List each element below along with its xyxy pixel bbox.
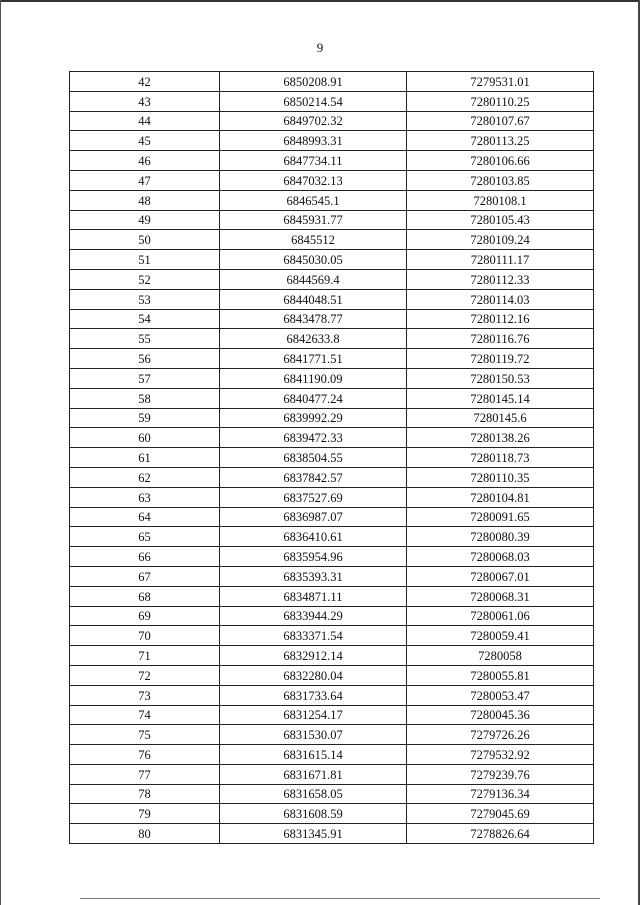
y-coordinate-cell: 7280112.33 (407, 269, 594, 289)
table-row (70, 824, 594, 844)
x-coordinate-cell: 6833371.54 (220, 626, 407, 646)
x-coordinate-cell: 6831530.07 (220, 725, 407, 745)
y-coordinate-cell: 7280116.76 (407, 329, 594, 349)
y-coordinate-cell: 7279045.69 (407, 804, 594, 824)
point-number-cell: 56 (70, 349, 220, 369)
point-number-cell: 59 (70, 408, 220, 428)
x-coordinate-cell: 6847032.13 (220, 170, 407, 190)
point-number-cell: 77 (70, 764, 220, 784)
table-row (70, 349, 594, 369)
y-coordinate-cell: 7280068.31 (407, 586, 594, 606)
y-coordinate-cell: 7280108.1 (407, 190, 594, 210)
x-coordinate-cell: 6842633.8 (220, 329, 407, 349)
point-number-cell: 51 (70, 250, 220, 270)
y-coordinate-cell: 7280091.65 (407, 507, 594, 527)
table-row (70, 448, 594, 468)
x-coordinate-cell: 6836410.61 (220, 527, 407, 547)
x-coordinate-cell: 6848993.31 (220, 131, 407, 151)
y-coordinate-cell: 7280055.81 (407, 665, 594, 685)
table-row (70, 764, 594, 784)
table-row (70, 804, 594, 824)
y-coordinate-cell: 7280059.41 (407, 626, 594, 646)
point-number-cell: 48 (70, 190, 220, 210)
point-number-cell: 65 (70, 527, 220, 547)
point-number-cell: 66 (70, 547, 220, 567)
y-coordinate-cell: 7280058 (407, 646, 594, 666)
point-number-cell: 80 (70, 824, 220, 844)
y-coordinate-cell: 7280110.25 (407, 91, 594, 111)
point-number-cell: 68 (70, 586, 220, 606)
point-number-cell: 76 (70, 745, 220, 765)
table-row (70, 705, 594, 725)
scan-edge-top (0, 0, 640, 2)
point-number-cell: 55 (70, 329, 220, 349)
point-number-cell: 75 (70, 725, 220, 745)
y-coordinate-cell: 7280145.14 (407, 388, 594, 408)
x-coordinate-cell: 6839992.29 (220, 408, 407, 428)
x-coordinate-cell: 6831345.91 (220, 824, 407, 844)
x-coordinate-cell: 6834871.11 (220, 586, 407, 606)
point-number-cell: 70 (70, 626, 220, 646)
x-coordinate-cell: 6845931.77 (220, 210, 407, 230)
x-coordinate-cell: 6831733.64 (220, 685, 407, 705)
x-coordinate-cell: 6837842.57 (220, 467, 407, 487)
table-row (70, 111, 594, 131)
x-coordinate-cell: 6835393.31 (220, 566, 407, 586)
point-number-cell: 62 (70, 467, 220, 487)
x-coordinate-cell: 6831671.81 (220, 764, 407, 784)
y-coordinate-cell: 7280118.73 (407, 448, 594, 468)
point-number-cell: 67 (70, 566, 220, 586)
table-row (70, 289, 594, 309)
x-coordinate-cell: 6841771.51 (220, 349, 407, 369)
y-coordinate-cell: 7280068.03 (407, 547, 594, 567)
x-coordinate-cell: 6832912.14 (220, 646, 407, 666)
point-number-cell: 46 (70, 151, 220, 171)
x-coordinate-cell: 6850214.54 (220, 91, 407, 111)
y-coordinate-cell: 7280104.81 (407, 487, 594, 507)
point-number-cell: 52 (70, 269, 220, 289)
table-row (70, 250, 594, 270)
y-coordinate-cell: 7278826.64 (407, 824, 594, 844)
x-coordinate-cell: 6836987.07 (220, 507, 407, 527)
table-row (70, 725, 594, 745)
y-coordinate-cell: 7280119.72 (407, 349, 594, 369)
y-coordinate-cell: 7280045.36 (407, 705, 594, 725)
table-row (70, 131, 594, 151)
y-coordinate-cell: 7279531.01 (407, 72, 594, 92)
y-coordinate-cell: 7280061.06 (407, 606, 594, 626)
x-coordinate-cell: 6844569.4 (220, 269, 407, 289)
x-coordinate-cell: 6840477.24 (220, 388, 407, 408)
y-coordinate-cell: 7280109.24 (407, 230, 594, 250)
point-number-cell: 72 (70, 665, 220, 685)
x-coordinate-cell: 6831658.05 (220, 784, 407, 804)
point-number-cell: 58 (70, 388, 220, 408)
table-row (70, 685, 594, 705)
x-coordinate-cell: 6832280.04 (220, 665, 407, 685)
point-number-cell: 57 (70, 368, 220, 388)
table-row (70, 408, 594, 428)
page-number: 9 (316, 40, 324, 55)
y-coordinate-cell: 7280113.25 (407, 131, 594, 151)
table-row (70, 626, 594, 646)
y-coordinate-cell: 7280150.53 (407, 368, 594, 388)
table-row (70, 527, 594, 547)
table-row (70, 665, 594, 685)
table-row (70, 269, 594, 289)
table-row (70, 190, 594, 210)
point-number-cell: 54 (70, 309, 220, 329)
y-coordinate-cell: 7280112.16 (407, 309, 594, 329)
y-coordinate-cell: 7279136.34 (407, 784, 594, 804)
point-number-cell: 69 (70, 606, 220, 626)
y-coordinate-cell: 7280103.85 (407, 170, 594, 190)
y-coordinate-cell: 7280053.47 (407, 685, 594, 705)
point-number-cell: 43 (70, 91, 220, 111)
table-row (70, 72, 594, 92)
x-coordinate-cell: 6844048.51 (220, 289, 407, 309)
table-row (70, 151, 594, 171)
x-coordinate-cell: 6845030.05 (220, 250, 407, 270)
table-row (70, 606, 594, 626)
x-coordinate-cell: 6835954.96 (220, 547, 407, 567)
y-coordinate-cell: 7280110.35 (407, 467, 594, 487)
table-row (70, 507, 594, 527)
point-number-cell: 53 (70, 289, 220, 309)
table-row (70, 566, 594, 586)
scan-edge-left (0, 0, 1, 905)
point-number-cell: 45 (70, 131, 220, 151)
table-row (70, 368, 594, 388)
table-row (70, 230, 594, 250)
point-number-cell: 44 (70, 111, 220, 131)
table-row (70, 646, 594, 666)
x-coordinate-cell: 6841190.09 (220, 368, 407, 388)
point-number-cell: 74 (70, 705, 220, 725)
y-coordinate-cell: 7279239.76 (407, 764, 594, 784)
x-coordinate-cell: 6850208.91 (220, 72, 407, 92)
table-row (70, 170, 594, 190)
x-coordinate-cell: 6843478.77 (220, 309, 407, 329)
point-number-cell: 49 (70, 210, 220, 230)
x-coordinate-cell: 6831615.14 (220, 745, 407, 765)
x-coordinate-cell: 6847734.11 (220, 151, 407, 171)
table-row (70, 428, 594, 448)
table-row (70, 467, 594, 487)
point-number-cell: 60 (70, 428, 220, 448)
x-coordinate-cell: 6838504.55 (220, 448, 407, 468)
y-coordinate-cell: 7280111.17 (407, 250, 594, 270)
table-row (70, 329, 594, 349)
table-row (70, 745, 594, 765)
x-coordinate-cell: 6845512 (220, 230, 407, 250)
table-row (70, 388, 594, 408)
y-coordinate-cell: 7280145.6 (407, 408, 594, 428)
x-coordinate-cell: 6839472.33 (220, 428, 407, 448)
y-coordinate-cell: 7280067.01 (407, 566, 594, 586)
table-row (70, 784, 594, 804)
coordinates-table-body (70, 72, 594, 844)
table-row (70, 309, 594, 329)
x-coordinate-cell: 6846545.1 (220, 190, 407, 210)
y-coordinate-cell: 7279532.92 (407, 745, 594, 765)
point-number-cell: 79 (70, 804, 220, 824)
point-number-cell: 71 (70, 646, 220, 666)
x-coordinate-cell: 6837527.69 (220, 487, 407, 507)
point-number-cell: 61 (70, 448, 220, 468)
table-row (70, 91, 594, 111)
scan-edge-bottom (80, 898, 600, 899)
point-number-cell: 42 (70, 72, 220, 92)
point-number-cell: 73 (70, 685, 220, 705)
point-number-cell: 78 (70, 784, 220, 804)
coordinates-table (69, 71, 594, 844)
y-coordinate-cell: 7280106.66 (407, 151, 594, 171)
point-number-cell: 50 (70, 230, 220, 250)
x-coordinate-cell: 6833944.29 (220, 606, 407, 626)
point-number-cell: 64 (70, 507, 220, 527)
y-coordinate-cell: 7280080.39 (407, 527, 594, 547)
y-coordinate-cell: 7280114.03 (407, 289, 594, 309)
table-row (70, 547, 594, 567)
x-coordinate-cell: 6849702.32 (220, 111, 407, 131)
table-row (70, 586, 594, 606)
table-row (70, 487, 594, 507)
y-coordinate-cell: 7280105.43 (407, 210, 594, 230)
x-coordinate-cell: 6831608.59 (220, 804, 407, 824)
y-coordinate-cell: 7280138.26 (407, 428, 594, 448)
x-coordinate-cell: 6831254.17 (220, 705, 407, 725)
table-row (70, 210, 594, 230)
point-number-cell: 63 (70, 487, 220, 507)
y-coordinate-cell: 7280107.67 (407, 111, 594, 131)
y-coordinate-cell: 7279726.26 (407, 725, 594, 745)
point-number-cell: 47 (70, 170, 220, 190)
